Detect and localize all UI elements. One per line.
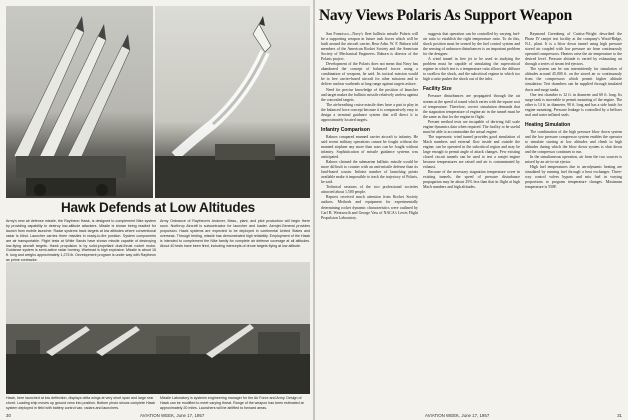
hawk-launcher-illustration	[6, 6, 153, 198]
hawk-battery-photo	[6, 262, 310, 394]
article-paragraph: Pressure disturbances are propagated through the air stream at the speed of sound which varies with the square root of temperature. Therefore, correct simulation demands that the stagnation temperature of engine air in the tunnel must be the same as that for the engine in flight.	[423, 94, 520, 119]
article-paragraph: One test chamber is 12 ft. in diameter and 60 ft. long. Its surge tank is moveable to permit mounting of the engine. The other is 14 ft. in diameter, 90 ft. long and has a side hatch for engine mounting. Pressure leakage is controlled by a bellows seal and water inflated seals.	[525, 92, 622, 117]
section-subhead: Heating Simulation	[525, 121, 571, 128]
section-subhead: Facility Size	[423, 86, 452, 93]
article-paragraph: The air-breathing cruise missile does have a part to play in the balanced force concept because it is comparatively easy to design a terminal guidance system that will direct it to approximately located targets.	[321, 102, 418, 122]
article-paragraph: Reports received much attention from Rocket Society authors. Methods and equipment for experimentally determining rocket dynamic characteristics were outlined by Carl B. Wentworth and George Vass of NACA's Lewis Flight Propulsion Laboratory.	[321, 195, 418, 220]
bottom-caption-left: Hawk, here launched at low deflection, displays delta wings at very short span and large rear chord. Loading ship moves up ground crew into position. Bottom photo shows complete Hawk system deployed in field with battery control van, radars and launchers.	[6, 396, 156, 410]
page-number-right: 31	[617, 413, 622, 418]
article-title: Navy Views Polaris As Support Weapon	[319, 7, 572, 24]
hawk-launch-illustration	[155, 6, 310, 198]
hawk-launcher-photo	[6, 6, 153, 198]
article-column-2	[423, 32, 520, 410]
article-paragraph: In the simultaneous operation, air from the two sources is mixed by an air-to-air ejector.	[525, 155, 622, 165]
photo-headline: Hawk Defends at Low Altitudes	[6, 198, 310, 218]
bottom-caption-right: Missile Laboratory is systems engineering manager for the Air Force and Army. Design of Hawk can be modified to meet varying threat. Range of the weapon has been estimated at approximately 20 miles. Launchers will be airlifted to forward areas.	[160, 396, 304, 410]
article-paragraph: Raborn claimed the submarine ballistic missile would be more difficult to counter with an anti-missile defense than its land-based cousin. Infinite number of launching points available make it impossible to track the trajectory of Polaris, he said.	[321, 160, 418, 185]
article-paragraph: The combination of the high pressure blow down system and the low pressure compressor system enables the operator to simulate starting at low altitudes and climb to high altitudes during which the blow down system is shut down and the compressor continues to run.	[525, 129, 622, 154]
top-caption-right: Army Ordnance of Raytheon's Andover, Mass., plant, and pilot production will begin there soon. Northrop Aircraft is subcontractor for launcher and loader. Aerojet-General provides propulsion. Hawk systems are expected to be deployed in continental United States and overseas. Through testing, missile has demonstrated high reliability. Employment of the Hawk is intended to complement the Nike family for complete air defense coverage at all altitudes. About 40 tests have been fired, including intercepts of drone targets flying at low altitude.	[160, 219, 310, 248]
article-paragraph: The system can be run intermittently for simulation of altitudes around 45,000 ft. on the stored air or continuously from the compressors which permit higher altitude simulation. Test chambers can be supplied through insulated ducts and surge tanks.	[525, 67, 622, 92]
article-paragraph: Development of the Polaris does not mean that Navy has abandoned the concept of balanced forces using a combination of weapons, he said. Its tactical mission would be to free carrier-based aircraft for other missions and to deliver nuclear warheads at long range against targets ashore.	[321, 62, 418, 87]
article-column-1	[321, 32, 418, 410]
article-paragraph: High fuel temperatures due to aerodynamic heating are simulated by running fuel through a heat exchanger. Three-way control valves bypass and mix fuel in varying proportions to program temperature changes. Maximum temperature is 550F.	[525, 165, 622, 190]
masthead-right: AVIATION WEEK, June 17, 1957	[425, 413, 490, 418]
article-paragraph: Technical sessions of the two professional societies attracted about 1,500 people.	[321, 185, 418, 195]
article-paragraph: Raborn compared manned carrier aircraft to infantry. He said recent military operations cannot be fought without the manned airplane any more than wars can be fought without infantry. Sophistication of missile guidance systems was anticipated.	[321, 134, 418, 160]
article-column-3	[525, 32, 622, 410]
right-page	[315, 0, 628, 420]
article-paragraph: Raymond Greenberg of Curtiss-Wright described the Phase IV ramjet test facility at the company's Wood-Ridge, N.J., plant. It is a blow down tunnel using high pressure stored air coupled with low pressure air from continuously operated compressors. Heaters raise the air temperature to the desired level. Pressure altitude is varied by exhausting air through a series of steam fed ejectors.	[525, 32, 622, 67]
article-paragraph: suggests that operation can be controlled by varying fuel-air ratio to establish the right temperature ratio. To do this, shock position must be sensed by the fuel control system and the sensing of unknown disturbances is an important problem for the designer.	[423, 32, 520, 57]
article-paragraph: Because of the necessary stagnation temperature cover in existing tunnels, the speed of pressure disturbance propagation may be about 25% less than that in flight at high Mach numbers and high altitudes.	[423, 170, 520, 190]
left-page	[0, 0, 313, 420]
article-paragraph: Present method tests are incapable of deriving full scale engine dynamics data when required. The facility to be useful must be able to accommodate the actual engine.	[423, 119, 520, 134]
article-paragraph: Need for precise knowledge of the position of launcher and target makes the ballistic missile relatively useless against the concealed targets.	[321, 87, 418, 102]
page-number-left: 30	[6, 413, 11, 418]
section-subhead: Infantry Comparison	[321, 126, 370, 133]
top-caption-left: Army's new air defense missile, the Raytheon Hawk, is designed to complement Nike system by providing capability to destroy low-altitude attackers. Missile is shown being readied for launch from mobile launcher. Radar systems track targets at low altitudes where conventional radar is blind. Launcher carries three missiles in ready-to-fire position. System components are air transportable. Flight tests at White Sands have shown missile capable of destroying low-flying aircraft targets. Hawk propulsion is by solid-propellant dual-thrust rocket motor. Guidance system is semi-active radar homing. Warhead is high explosive. Missile is about 16 ft. long and weighs approximately 1,275 lb. Development program is under way with Raytheon as prime contractor.	[6, 219, 156, 263]
hawk-launch-photo	[155, 6, 310, 198]
article-paragraph: A wind tunnel in free jet to be used in studying the problem must be capable of simulating the supercritical regime in which test is a temperature ratio allows the diffuser to swallow the shock, and the subcritical regime in which too high a ratio pushes the shock out of the inlet.	[423, 57, 520, 82]
masthead-left: AVIATION WEEK, June 17, 1957	[140, 413, 205, 418]
article-paragraph: The supersonic wind tunnel provides good simulation of Mach numbers and external flow inside and outside the engine, can be operated in the subcritical region and may be large enough to permit angle of attack changes. Few existing closed circuit tunnels can be used to test a ramjet engine because temperatures are raised and air is contaminated by exhaust.	[423, 134, 520, 170]
hawk-battery-illustration	[6, 262, 310, 394]
article-paragraph: San Francisco—Navy's fleet ballistic missile Polaris will be a supporting weapon in future task forces which will be built around the aircraft carrier, Rear Adm. W. F. Raborn told members of the American Rocket Society and the American Society of Mechanical Engineers. Raborn is director of the Polaris project.	[321, 32, 418, 62]
